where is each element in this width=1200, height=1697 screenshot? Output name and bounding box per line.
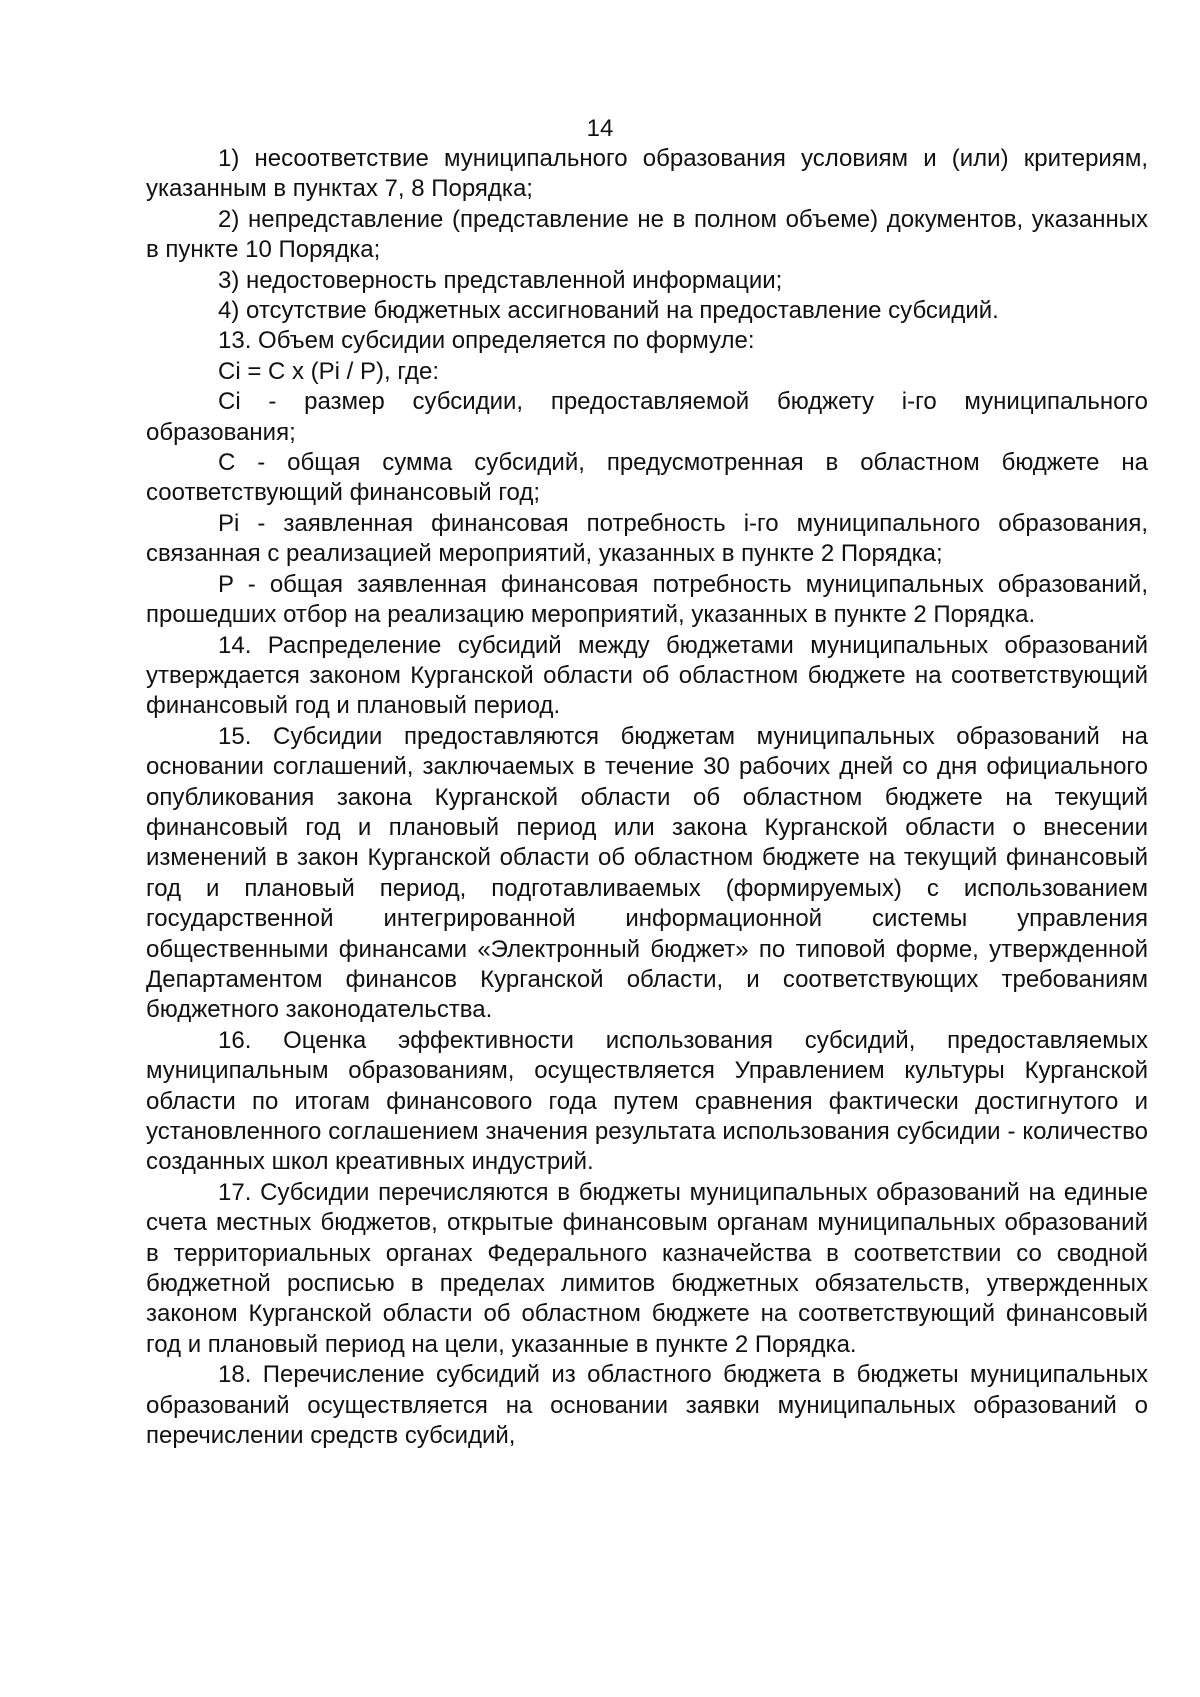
paragraph-13-subsidy-volume: 13. Объем субсидии определяется по формуле: xyxy=(218,327,755,355)
paragraph-item-3-inaccuracy: 3) недостоверность представленной информации; xyxy=(218,266,783,294)
document-body xyxy=(146,144,1148,1451)
paragraph-18-transfer-request: 18. Перечисление субсидий из областного бюджета в бюджеты муниципальных образований осуществляется на основании заявки муниципальных образований о перечислении средств субсидий, xyxy=(146,1361,1148,1450)
paragraph-15-agreements: 15. Субсидии предоставляются бюджетам муниципальных образований на основании соглашений, заключаемых в течение 30 рабочих дней со дня официального опубликования закона Курганской области об областном бюджете на текущий финансовый год и плановый период или закона Курганской области о внесении изменений в закон Курганской области об областном бюджете на текущий финансовый год и плановый период, подготавливаемых (формируемых) с использованием государственной интегрированной информационной системы управления общественными финансами «Электронный бюджет» по типовой форме, утвержденной Департаментом финансов Курганской области, и соответствующих требованиям бюджетного законодательства. xyxy=(146,722,1148,1024)
paragraph-item-1-noncompliance: 1) несоответствие муниципального образования условиям и (или) критериям, указанным в пунктах 7, 8 Порядка; xyxy=(146,145,1148,203)
paragraph-17-transfer-accounts: 17. Субсидии перечисляются в бюджеты муниципальных образований на единые счета местных бюджетов, открытые финансовым органам муниципальных образований в территориальных органах Федерального казначейства в соответствии со сводной бюджетной росписью в пределах лимитов бюджетных обязательств, утвержденных законом Курганской области об областном бюджете на соответствующий финансовый год и плановый период на цели, указанные в пункте 2 Порядка. xyxy=(146,1178,1148,1358)
definition-ci: Ci - размер субсидии, предоставляемой бюджету i-го муниципального образования; xyxy=(146,388,1148,446)
definition-c: C - общая сумма субсидий, предусмотренная в областном бюджете на соответствующий финансовый год; xyxy=(146,449,1148,507)
paragraph-item-4-no-allocations: 4) отсутствие бюджетных ассигнований на предоставление субсидий. xyxy=(218,297,999,325)
paragraph-item-2-nonsubmission: 2) непредставление (представление не в полном объеме) документов, указанных в пункте 10 Порядка; xyxy=(146,205,1148,264)
formula-line: Ci = C x (Pi / P), где: xyxy=(218,357,440,385)
definition-pi: Pi - заявленная финансовая потребность i-го муниципального образования, связанная с реализацией мероприятий, указанных в пункте 2 Порядка; xyxy=(146,509,1148,568)
paragraph-16-efficiency: 16. Оценка эффективности использования субсидий, предоставляемых муниципальным образованиям, осуществляется Управлением культуры Курганской области по итогам финансового года путем сравнения фактически достигнутого и установленного соглашением значения результата использования субсидии - количество созданных школ креативных индустрий. xyxy=(146,1026,1148,1176)
paragraph-14-distribution: 14. Распределение субсидий между бюджетами муниципальных образований утверждается законом Курганской области об областном бюджете на соответствующий финансовый год и плановый период. xyxy=(146,631,1148,720)
page-number: 14 xyxy=(586,115,614,142)
definition-p: P - общая заявленная финансовая потребность муниципальных образований, прошедших отбор на реализацию мероприятий, указанных в пункте 2 Порядка. xyxy=(146,570,1148,629)
